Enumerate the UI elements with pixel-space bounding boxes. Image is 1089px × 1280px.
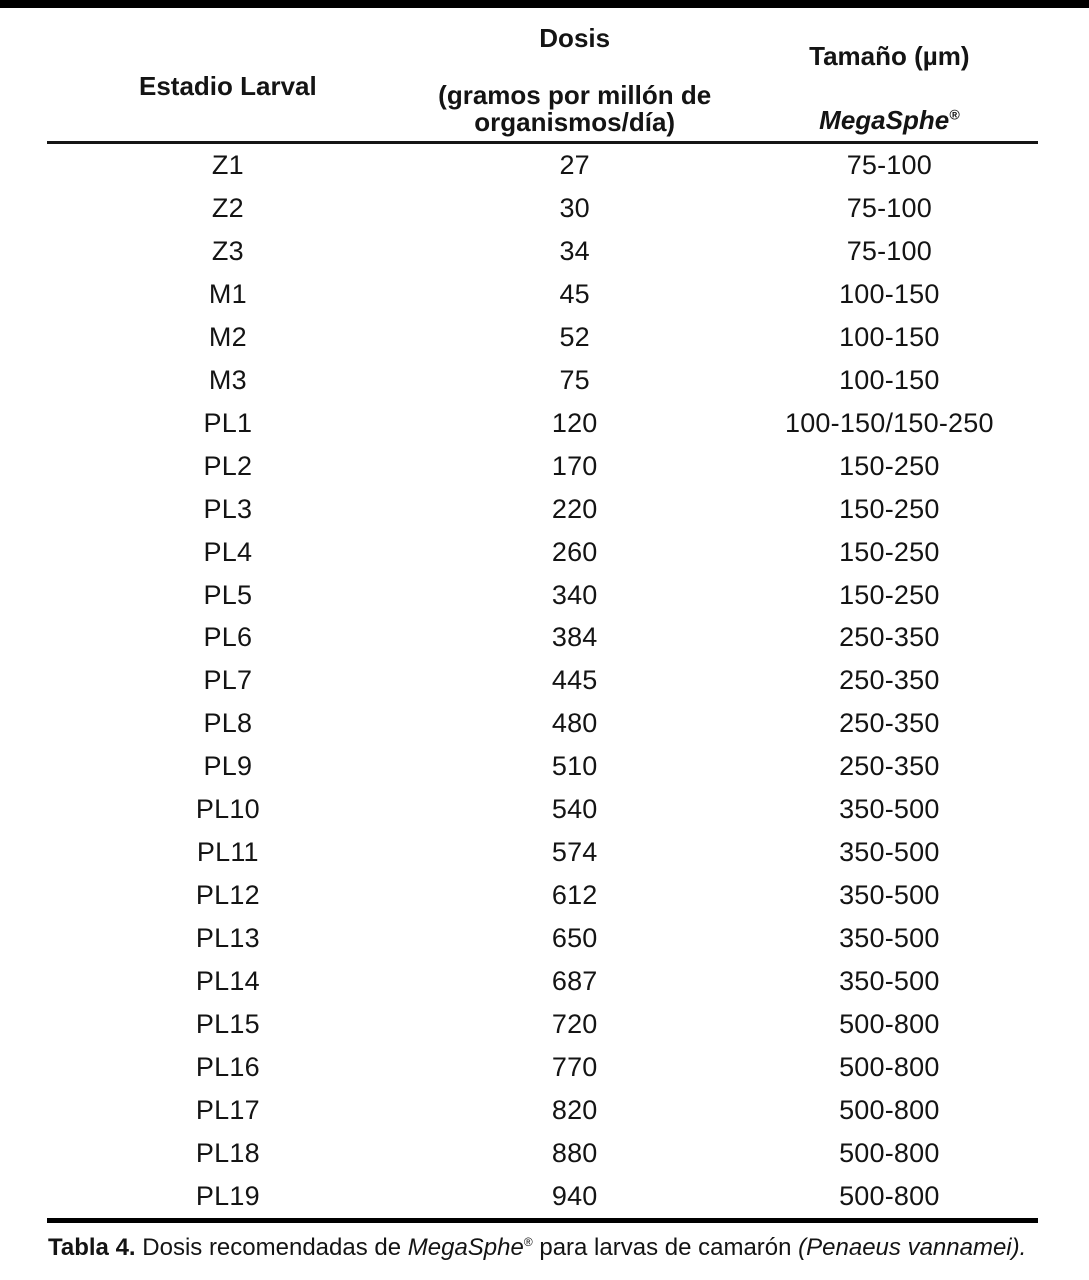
table-row <box>47 316 1038 359</box>
cell-size: 500-800 <box>839 1094 940 1125</box>
caption-text-1: Dosis recomendadas de <box>135 1233 408 1261</box>
caption-brand: MegaSphe <box>407 1233 524 1261</box>
cell-dose: 940 <box>551 1180 598 1211</box>
table-row <box>47 831 1038 874</box>
cell-dose: 880 <box>551 1137 598 1168</box>
cell-dose: 75 <box>559 364 590 395</box>
cell-stage: Z2 <box>211 192 244 223</box>
cell-stage: PL17 <box>195 1094 260 1125</box>
cell-size: 350-500 <box>839 923 940 954</box>
cell-dose: 170 <box>551 450 598 481</box>
cell-size: 500-800 <box>839 1009 940 1040</box>
cell-dose: 27 <box>559 149 590 180</box>
cell-dose: 384 <box>551 622 598 653</box>
cell-dose: 650 <box>551 923 598 954</box>
table-body <box>47 144 1038 1223</box>
table-row <box>47 702 1038 745</box>
cell-stage: PL4 <box>203 536 253 567</box>
caption-species: (Penaeus vannamei). <box>798 1233 1027 1261</box>
cell-dose: 120 <box>551 407 598 438</box>
cell-dose: 770 <box>551 1051 598 1082</box>
table-row <box>47 359 1038 402</box>
column-header-tamano <box>741 8 1038 141</box>
cell-size: 100-150 <box>839 278 940 309</box>
cell-size: 250-350 <box>839 622 940 653</box>
cell-stage: PL12 <box>195 880 260 911</box>
cell-dose: 34 <box>559 235 590 266</box>
cell-stage: PL11 <box>196 837 259 868</box>
caption-text-2: para larvas de camarón <box>532 1233 799 1261</box>
cell-size: 75-100 <box>846 149 932 180</box>
cell-dose: 574 <box>551 837 598 868</box>
caption-label: Tabla 4. <box>48 1233 136 1261</box>
cell-size: 75-100 <box>846 192 932 223</box>
table-row <box>47 960 1038 1003</box>
cell-stage: PL9 <box>203 751 253 782</box>
cell-size: 100-150 <box>839 364 940 395</box>
table-caption <box>47 1233 1038 1263</box>
cell-size: 250-350 <box>839 751 940 782</box>
cell-stage: PL2 <box>203 450 253 481</box>
table-row <box>47 273 1038 316</box>
table-row <box>47 788 1038 831</box>
table-row <box>47 488 1038 531</box>
table-row <box>47 1175 1038 1218</box>
cell-size: 150-250 <box>839 536 940 567</box>
cell-dose: 220 <box>551 493 598 524</box>
column-header-dosis-units: (gramos por millón de organismos/día) <box>438 80 712 137</box>
cell-stage: PL6 <box>203 622 253 653</box>
cell-size: 100-150/150-250 <box>784 407 994 438</box>
cell-dose: 612 <box>551 880 598 911</box>
cell-stage: PL14 <box>195 966 260 997</box>
cell-size: 350-500 <box>839 794 940 825</box>
cell-size: 350-500 <box>839 880 940 911</box>
cell-size: 250-350 <box>839 708 940 739</box>
cell-size: 350-500 <box>839 837 940 868</box>
cell-size: 75-100 <box>846 235 932 266</box>
cell-stage: PL10 <box>195 794 260 825</box>
table-row <box>47 1046 1038 1089</box>
cell-stage: M1 <box>208 278 247 309</box>
cell-size: 150-250 <box>839 579 940 610</box>
cell-size: 150-250 <box>839 493 940 524</box>
dosage-table <box>47 8 1038 1263</box>
cell-dose: 820 <box>551 1094 598 1125</box>
page-top-black-bar <box>0 0 1089 8</box>
table-row <box>47 874 1038 917</box>
cell-dose: 540 <box>551 794 598 825</box>
table-row <box>47 1089 1038 1132</box>
cell-stage: Z3 <box>211 235 244 266</box>
cell-stage: PL5 <box>203 579 253 610</box>
caption-registered-trademark-icon: ® <box>523 1234 533 1249</box>
table-row <box>47 144 1038 187</box>
table-row <box>47 745 1038 788</box>
cell-size: 100-150 <box>839 321 940 352</box>
cell-stage: M2 <box>208 321 247 352</box>
cell-stage: PL18 <box>195 1137 260 1168</box>
table-row <box>47 574 1038 617</box>
table-row <box>47 402 1038 445</box>
cell-dose: 260 <box>551 536 598 567</box>
table-row <box>47 616 1038 659</box>
cell-stage: PL13 <box>195 923 260 954</box>
column-header-brand <box>819 104 959 136</box>
cell-stage: PL15 <box>195 1009 260 1040</box>
cell-stage: PL3 <box>203 493 253 524</box>
cell-dose: 720 <box>551 1009 598 1040</box>
table-row <box>47 1132 1038 1175</box>
cell-stage: M3 <box>208 364 247 395</box>
cell-stage: PL1 <box>203 407 253 438</box>
registered-trademark-icon: ® <box>949 106 960 123</box>
table-header-row <box>47 8 1038 144</box>
column-header-dosis <box>409 8 741 141</box>
cell-dose: 30 <box>559 192 590 223</box>
cell-dose: 340 <box>551 579 598 610</box>
cell-dose: 45 <box>559 278 590 309</box>
cell-stage: PL16 <box>195 1051 260 1082</box>
cell-size: 150-250 <box>839 450 940 481</box>
cell-size: 500-800 <box>839 1051 940 1082</box>
column-header-estadio-larval-title: Estadio Larval <box>138 70 317 101</box>
cell-dose: 510 <box>551 751 598 782</box>
cell-stage: PL19 <box>195 1180 260 1211</box>
column-header-dosis-title: Dosis <box>539 23 611 53</box>
table-row <box>47 230 1038 273</box>
cell-size: 350-500 <box>839 966 940 997</box>
column-header-tamano-title: Tamaño (µm) <box>809 41 970 71</box>
cell-size: 500-800 <box>839 1180 940 1211</box>
table-row <box>47 445 1038 488</box>
cell-size: 500-800 <box>839 1137 940 1168</box>
cell-dose: 480 <box>551 708 598 739</box>
column-header-estadio-larval <box>47 8 409 141</box>
cell-dose: 687 <box>551 966 598 997</box>
table-row <box>47 659 1038 702</box>
table-row <box>47 1003 1038 1046</box>
cell-dose: 52 <box>559 321 590 352</box>
cell-size: 250-350 <box>839 665 940 696</box>
brand-name: MegaSphe <box>819 105 950 135</box>
table-row <box>47 917 1038 960</box>
table-row <box>47 531 1038 574</box>
cell-stage: PL8 <box>203 708 253 739</box>
cell-stage: PL7 <box>203 665 253 696</box>
cell-dose: 445 <box>551 665 598 696</box>
table-row <box>47 187 1038 230</box>
cell-stage: Z1 <box>211 149 244 180</box>
